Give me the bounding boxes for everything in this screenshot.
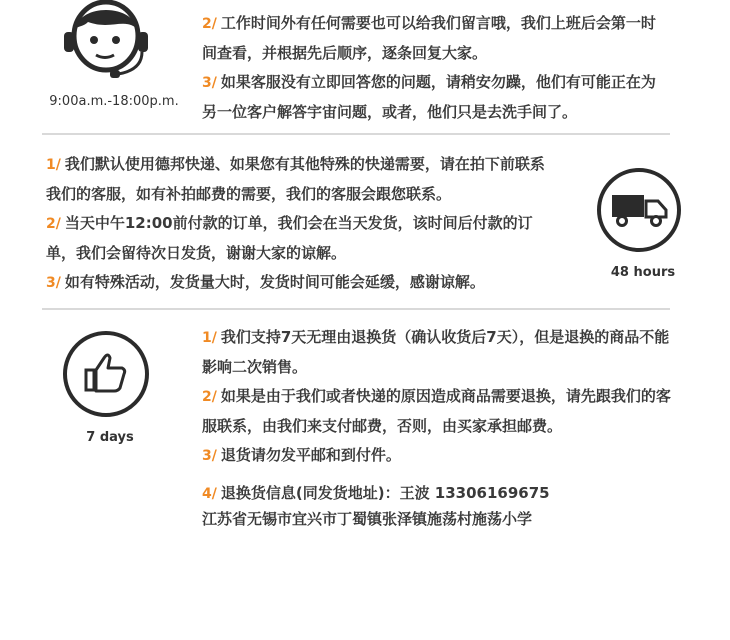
return-rule-1: 1/ 我们支持7天无理由退换货（确认收货后7天），但是退换的商品不能影响二次销售。: [202, 328, 670, 376]
delivery-time-caption: 48 hours: [610, 265, 676, 280]
section-divider: [42, 308, 670, 310]
service-rule-2: 2/ 工作时间外有任何需要也可以给我们留言哦，我们上班后会第一时间查看，并根据先后顺序，逐条回复大家。: [202, 14, 656, 62]
service-rules-list: [202, 9, 662, 127]
section-divider: [42, 133, 670, 135]
service-hours-label: 9:00a.m.-18:00p.m.: [49, 94, 179, 109]
shipping-rule-1: 1/ 我们默认使用德邦快递、如果您有其他特殊的快递需要，请在拍下前联系我们的客服，如有补拍邮费的需要，我们的客服会跟您联系。: [46, 155, 545, 203]
thumbs-up-icon: [62, 330, 150, 418]
return-section: [0, 315, 730, 545]
return-rule-3: 3/ 退货请勿发平邮和到付件。: [202, 446, 401, 464]
customer-service-headset-icon: [58, 0, 154, 92]
shipping-rule-3: 3/ 如有特殊活动，发货量大时，发货时间可能会延缓，感谢谅解。: [46, 273, 485, 291]
return-rules-list: [202, 323, 682, 534]
shipping-rule-2: 2/ 当天中午12:00前付款的订单，我们会在当天发货，该时间后付款的订单，我们会留待次日发货，谢谢大家的谅解。: [46, 214, 533, 262]
cropped-text-line: [202, 0, 433, 7]
shipping-rules-list: [46, 150, 556, 298]
return-rule-2: 2/ 如果是由于我们或者快递的原因造成商品需要退换，请先跟我们的客服联系，由我们来支付邮费，否则，由买家承担邮费。: [202, 387, 671, 435]
service-rule-3: 3/ 如果客服没有立即回答您的问题，请稍安勿躁，他们有可能正在为另一位客户解答宇宙问题，或者，他们只是去洗手间了。: [202, 73, 656, 121]
delivery-truck-icon: [596, 167, 682, 253]
return-address: 江苏省无锡市宜兴市丁蜀镇张泽镇施荡村施荡小学: [202, 510, 533, 528]
shipping-section: [0, 140, 730, 310]
return-period-caption: 7 days: [86, 430, 134, 445]
customer-service-section: [0, 0, 730, 135]
return-contact: 4/ 退换货信息(同发货地址)：王波 13306169675: [202, 484, 550, 502]
